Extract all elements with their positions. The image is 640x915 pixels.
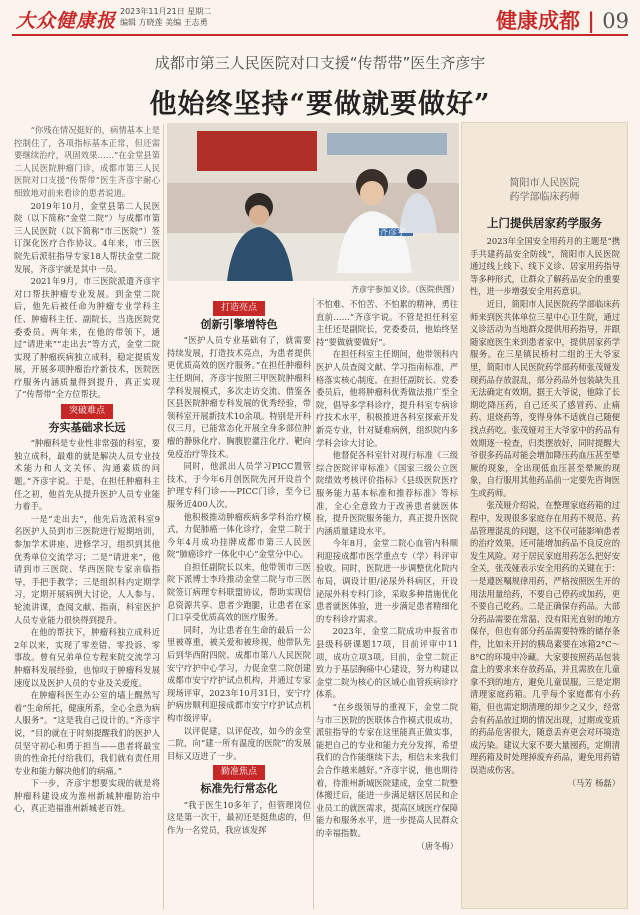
- paragraph: 自担任副院长以来，他带领市三医院下派博士李玲推动金堂二院与市三医院签订病理专科联盟协议，帮助实现信息资源共享、患者少跑腿，让患者在家门口享受优质高效的医疗服务。: [167, 561, 311, 623]
- paragraph: 在他的帮扶下，肿瘤科独立成科近2年以来，实现了零差错、零投诉、零事故。曾有兄弟单位专程来院交流学习肿瘤科发展经验，也惊叹于肿瘤科发展速度以及医护人员的专业及关爱度。: [14, 627, 160, 688]
- sidebar-source-line: 药学部临床药师: [509, 192, 580, 203]
- sidebar-source: [462, 177, 627, 205]
- paragraph: 不怕难、不怕苦、不怕累的精神，勇往直前……”齐彦宇说。不管是担任科室主任还是副院长，党委委员，他始终坚持“要做就要做好”。: [316, 299, 458, 347]
- header-divider: [12, 34, 628, 36]
- sidebar-source-line: 简阳市人民医院: [509, 178, 580, 189]
- photo-caption: 齐彦宇参加义诊。（医院供图）: [351, 285, 459, 294]
- paragraph: 2023年，金堂二院成功申报省市县级科研课题17项，目前评审中11项，成功立项3项。目前，金堂二院正致力于基层胸痛中心建设，努力构建以金堂二院为核心的区域心血管疾病诊疗体系。: [316, 626, 458, 700]
- page-number: 09: [602, 9, 629, 33]
- section-name: 健康成都: [496, 8, 580, 33]
- article-photo: [167, 123, 459, 281]
- subsection-title: 创新引擎增特色: [200, 317, 278, 331]
- sidebar-article: [461, 122, 628, 909]
- page-header: [0, 0, 640, 40]
- issue-info: [120, 6, 211, 28]
- paragraph: 同时，为让患者在生命的最后一公里被尊重，被关爱和被珍视，他带队先后到华西附四院、成都市第八人民医院安宁疗护中心学习，力促金堂二院创建成都市安宁疗护试点机构，并通过专家现场评审，2023年10月31日，安宁疗护病房顺利迎接成都市安宁疗护试点机构市级评审。: [167, 624, 311, 723]
- subsection-tag: [167, 301, 311, 316]
- article-column-3: [316, 298, 458, 909]
- tag-label: 打造亮点: [213, 301, 265, 316]
- paragraph: 2023年全国安全用药月的主题是“携手共建药品安全防线”，简阳市人民医院通过线上线下、线下义诊、居家用药指导等多种形式，让群众了解药品安全的重要性，进一步增强安全用药意识。: [470, 236, 620, 297]
- paragraph: 2021年9月，市三医院派遣齐彦宇对口帮扶肿瘤专业发展。到金堂二院后，他先后被任命为肿瘤专业学科主任、肿瘤科主任、副院长，当选医院党委委员。两年来，在他的带领下，通过“请进来”“走出去”等方式，金堂二院实现了肿瘤疾病独立成科，稳定提质发展，开展多项肿瘤治疗新技术，医院医疗服务内涵质量得到提升，真正实现了“传帮带”全方位帮扶。: [14, 276, 160, 400]
- staff-credits: 编辑 方晓莲 美编 王志勇: [120, 18, 208, 27]
- paragraph: 同时，他派出人员学习PICC置管技术，于今年6月创医院先河开设首个护理专科门诊——PICC门诊，至今已服务近400人次。: [167, 461, 311, 509]
- article-headline: 他始终坚持“要做就要做好”: [149, 89, 491, 120]
- issue-date: 2023年11月21日 星期二: [120, 7, 212, 16]
- paragraph: 今年8月，金堂二院心血管内科顺利迎接成都市医学重点专（学）科评审验收。同时，医院进一步调整优化院内布局，调设计胆/泌尿外科病区，开设泌尿外科专科门诊，采取多种措施优化患者就医体验，进一步满足患者精细化的专科诊疗需求。: [316, 538, 458, 624]
- photo-name-sign: 齐彦宇: [379, 228, 407, 238]
- subsection-tag: [167, 765, 311, 780]
- photo-illustration: [167, 123, 459, 281]
- article-column-1: [14, 124, 160, 909]
- sidebar-title: 上门提供居家药学服务: [487, 216, 602, 230]
- author-credit: （马芳 杨磊）: [567, 777, 620, 788]
- sidebar-body: [470, 235, 620, 905]
- lead-paragraph: “你残在情况挺好的，病情基本上是控制住了，各项指标基本正常，但还需要继续治疗，巩固效果……”在金堂县第二人民医院肿瘤门诊，成都市第三人民医院对口支援“传帮带”医生齐彦宇耐心细致地对前来看诊的患者说道。: [14, 125, 160, 198]
- section-title: 健康成都 | 09: [496, 8, 629, 33]
- paragraph: 他督促各科室针对现行标准《三级综合医院评审标准》《国家三级公立医院绩效考核评价指标》《县级医院医疗服务能力基本标准和推荐标准》等标准，全心全意致力于改善患者就医体验，提升医院服务能力，真正提升医院内涵质量建设水平。: [316, 450, 458, 536]
- paragraph: 以评促建，以评促改，如今的金堂二院，向“建一所有温度的医院”的发展目标又迈进了一步。: [167, 725, 311, 761]
- author-credit: （唐冬梅）: [416, 840, 458, 851]
- paragraph: “肿瘤科是专业性非常强的科室，要独立成科，最难的就是解决人员专业技术能力和人文关怀、沟通素质的问题。”齐彦宇说。于是，在担任肿瘤科主任之初，他首先从提升医护人员专业能力着手。: [14, 438, 160, 512]
- tag-label: 勤准焦点: [213, 765, 265, 780]
- paragraph: “我于医生10多年了，但管理岗位这是第一次干，最初还是挺焦虑的，但作为一名党员，我应该发挥: [167, 799, 311, 835]
- article-column-2: [167, 298, 311, 909]
- article-kicker: 成都市第三人民医院对口支援“传帮带”医生齐彦宇: [154, 54, 486, 72]
- paragraph: 一是“走出去”，他先后选派科室9名医护人员到市三医院进行短期培训，参加学术讲座、进修学习，组织到其他优秀单位交流学习；二是“请进来”，他请到市三医院、华西医院专家亲临指导，手把手教学；三是组织科内定期学习，定期开展病例大讨论，人人参与、轮流讲课，查阅文献、指南，科室医护人员专业能力很快得到提升。: [14, 513, 160, 625]
- paragraph: “医护人员专业基础有了，就需要持续发展，打造技术亮点，为患者提供更优质高效的医疗服务。”在担任肿瘤科主任期间，齐彦宇按照三甲医院肿瘤科学科发展模式，多次走访交流、借鉴各区县医院肿瘤专科发展的优秀经验，带领科室开展新技术10余项。特别是开科仅三月，已能常态化开展全身多部位肿瘤的静脉化疗、胸腹腔灌注化疗、靶向免疫治疗等技术。: [167, 335, 311, 459]
- column-divider: [163, 124, 164, 909]
- subsection-title: 标准先行常态化: [200, 781, 278, 795]
- paragraph: 下一步，齐彦宇想要实现的就是将肿瘤科建设成为淮州新城肿瘤防治中心，真正造福淮州新城老百姓。: [14, 778, 160, 814]
- subsection-title: 夯实基础求长远: [48, 420, 126, 434]
- paragraph: 他积极推动肿瘤疾病多学科治疗模式，力促肺癌一体化诊疗，金堂二院于今年4月成功挂牌成都市第三人民医院“肺癌诊疗一体化中心”金堂分中心。: [167, 511, 311, 560]
- paragraph: 2019年10月，金堂县第二人民医院（以下简称“金堂二院”）与成都市第三人民医院（以下简称“市三医院”）签订深化医疗合作协议。4年来，市三医院先后派驻指导专家18人帮扶金堂二院发展，齐彦宇就是其中一员。: [14, 200, 160, 274]
- paragraph: 张茂娅介绍说，在整理家庭药箱的过程中，发现很多家庭存在用药不规范、药品管理混乱的问题，这不仅可能影响患者的治疗效果，还可能增加药品不良反应的发生风险。对于居民家庭用药怎么把好安全关，张茂娅表示安全用药的关键在于：一是遵医嘱规律用药，严格按照医生开的用法用量给药，不要自己停药或加药，更不要自己吃药。二是正确保存药品。大部分药品需要在常温、没有阳光直射的地方保存，但也有部分药品需要特殊的储存条件，比如未开封的胰岛素要在冰箱2°C～8°C的环境中冷藏。大家要按照药品包装盒上的要求来存放药品，并且需放在儿童拿不到的地方，避免儿童误服。三是定期清理家庭药箱。几乎每个家庭都有小药箱，但也需定期清理的却少之又少，经常会有药品放过期的情况出现，过期或变质的药品危害很大，随意丢弃更会对环境造成污染。建议大家不要大量囤药，定期清理药箱及时处理掉废弃药品，避免用药错误造成伤害。: [470, 500, 620, 775]
- subsection-tag: [14, 404, 160, 419]
- paragraph: 在担任科室主任期间，他带领科内医护人员查阅文献、学习指南标准，严格落实核心制度。在担任副院长、党委委员后，他将肿瘤科优秀做法推广至全院，倡导多学科诊疗，提升科室专病诊疗技术水平，积极推进各科室探索开发新亮专业，针对疑难病例，组织院内多学科会诊大讨论。: [316, 349, 458, 448]
- paragraph: 在肿瘤科医生办公室的墙上醒然写着“生命所托，健康所系，全心全意为病人服务”。“这是我自己设计的。”齐彦宇说，“目的就在于时刻提醒我们的医护人员坚守初心和勇于担当——患者将最宝贵的性命托付给我们，我们就有责任用专业和能力解决他们的病痛。”: [14, 690, 160, 776]
- paragraph: “在乡级领导的重视下，金堂二院与市三医院的医联体合作模式很成功，派驻指导的专家在这里能真正做实事，能把自己的专业和能力充分发挥，希望我们的合作能继续下去，相信未来我们会合作越来越好。”齐彦宇说，他也期待着，待淮州新城医院建成，金堂二院整体搬迁后，能进一步满足辖区居民和企业员工的就医需求，提高区域医疗保障能力和服务水平，进一步提高人民群众的幸福指数。: [316, 702, 458, 838]
- tag-label: 突破难点: [61, 404, 113, 419]
- paragraph: 近日，简阳市人民医院药学部临床药师来到医共体单位三星中心卫生院，通过义诊活动为当地群众提供用药指导，并跟随家庭医生来到患者家中，提供居家药学服务。在三星镇民桥村二组的王大爷家里，简阳市人民医院药学部药师张茂娅发现药品存放混乱，部分药品外包装缺失且无法确定有效期。据王大爷说，他除了长期吃降压药，自己还买了感冒药、止痛药、退烧药等，变得身体不适就自己随便找点药吃。张茂娅对王大爷家中的药品有效期逐一检查，归类摆放好，同时提醒大爷很多药品对能会增加降压药血压甚至晕厥的现象，全出现低血压甚至晕厥的现象，自行服用其他药品前一定要先咨询医生或药师。: [470, 298, 620, 498]
- newspaper-masthead: 大众健康报: [16, 10, 117, 32]
- column-divider: [313, 298, 314, 909]
